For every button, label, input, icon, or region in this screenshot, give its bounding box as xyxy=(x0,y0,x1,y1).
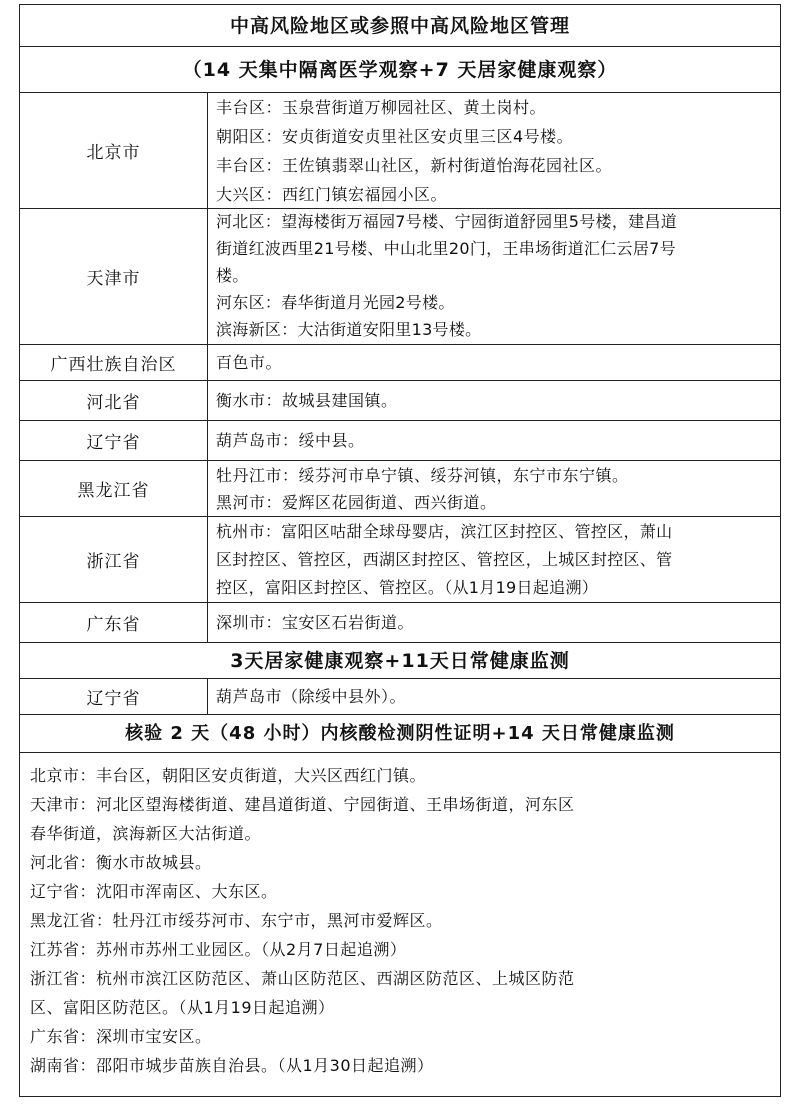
table-row xyxy=(20,603,780,643)
detail-line: 杭州市：富阳区咕甜全球母婴店，滨江区封控区、管控区，萧山 xyxy=(216,522,673,541)
section3-title: 核验 2 天（48 小时）内核酸检测阴性证明+14 天日常健康监测 xyxy=(20,715,780,753)
detail-line: 河北区：望海楼街万福园7号楼、宁园街道舒园里5号楼，建昌道 xyxy=(216,212,678,231)
detail-cell xyxy=(216,679,772,715)
region-cell: 天津市 xyxy=(20,209,208,344)
region-cell: 辽宁省 xyxy=(20,679,208,714)
detail-line: 街道红波西里21号楼、中山北里20门，王串场街道汇仁云居7号 xyxy=(216,239,676,258)
text-line: 广东省：深圳市宝安区。 xyxy=(30,1027,212,1046)
detail-line: 葫芦岛市（除绥中县外）。 xyxy=(216,687,407,706)
detail-line: 大兴区：西红门镇宏福园小区。 xyxy=(216,185,448,204)
detail-line: 区封控区、管控区，西湖区封控区、管控区，上城区封控区、管 xyxy=(216,550,673,569)
text-line: 河北省：衡水市故城县。 xyxy=(30,853,212,872)
region-cell: 辽宁省 xyxy=(20,421,208,460)
detail-cell xyxy=(216,518,772,602)
detail-cell xyxy=(216,421,772,461)
detail-cell xyxy=(216,345,772,381)
table-row xyxy=(20,421,780,461)
detail-cell xyxy=(216,462,772,516)
table-row xyxy=(20,381,780,421)
text-line: 春华街道，滨海新区大沽街道。 xyxy=(30,824,262,843)
table-row xyxy=(20,517,780,603)
section3-body xyxy=(20,753,780,1096)
text-line: 辽宁省：沈阳市浑南区、大东区。 xyxy=(30,882,278,901)
detail-line: 朝阳区：安贞街道安贞里社区安贞里三区4号楼。 xyxy=(216,127,574,146)
risk-area-table xyxy=(19,4,781,1097)
detail-line: 衡水市：故城县建国镇。 xyxy=(216,391,398,410)
detail-line: 百色市。 xyxy=(216,353,283,372)
detail-line: 牡丹江市：绥芬河市阜宁镇、绥芬河镇，东宁市东宁镇。 xyxy=(216,466,629,485)
region-cell: 河北省 xyxy=(20,381,208,420)
detail-cell xyxy=(216,208,772,343)
detail-line: 河东区：春华街道月光园2号楼。 xyxy=(216,293,455,312)
detail-line: 葫芦岛市：绥中县。 xyxy=(216,431,365,450)
text-line: 天津市：河北区望海楼街道、建昌道街道、宁园街道、王串场街道，河东区 xyxy=(30,795,575,814)
detail-line: 深圳市：宝安区石岩街道。 xyxy=(216,613,415,632)
region-cell: 广东省 xyxy=(20,603,208,642)
text-line: 黑龙江省：牡丹江市绥芬河市、东宁市，黑河市爱辉区。 xyxy=(30,911,443,930)
detail-cell xyxy=(216,93,772,209)
text-line: 江苏省：苏州市苏州工业园区。（从2月7日起追溯） xyxy=(30,940,407,959)
table-row xyxy=(20,679,780,715)
table-row xyxy=(20,461,780,517)
table-row xyxy=(20,209,780,345)
detail-line: 丰台区：王佐镇翡翠山社区，新村街道怡海花园社区。 xyxy=(216,156,613,175)
section2-title: 3天居家健康观察+11天日常健康监测 xyxy=(20,643,780,679)
text-line: 浙江省：杭州市滨江区防范区、萧山区防范区、西湖区防范区、上城区防范 xyxy=(30,969,575,988)
section1-subtitle: （14 天集中隔离医学观察+7 天居家健康观察） xyxy=(20,47,780,93)
detail-line: 滨海新区：大沽街道安阳里13号楼。 xyxy=(216,320,482,339)
text-line: 区、富阳区防范区。（从1月19日起追溯） xyxy=(30,998,335,1017)
region-cell: 浙江省 xyxy=(20,517,208,602)
region-cell: 黑龙江省 xyxy=(20,461,208,516)
text-line: 湖南省：邵阳市城步苗族自治县。（从1月30日起追溯） xyxy=(30,1056,434,1075)
region-cell: 北京市 xyxy=(20,93,208,208)
table-row xyxy=(20,345,780,381)
detail-line: 控区，富阳区封控区、管控区。（从1月19日起追溯） xyxy=(216,578,599,597)
region-cell: 广西壮族自治区 xyxy=(20,345,208,380)
text-line: 北京市：丰台区，朝阳区安贞街道，大兴区西红门镇。 xyxy=(30,766,427,785)
detail-line: 楼。 xyxy=(216,266,249,285)
detail-line: 丰台区：玉泉营街道万柳园社区、黄土岗村。 xyxy=(216,98,547,117)
section3-text xyxy=(30,761,772,1080)
detail-line: 黑河市：爱辉区花园街道、西兴街道。 xyxy=(216,493,497,512)
section1-title: 中高风险地区或参照中高风险地区管理 xyxy=(20,5,780,47)
detail-cell xyxy=(216,603,772,643)
table-row xyxy=(20,93,780,209)
detail-cell xyxy=(216,381,772,421)
